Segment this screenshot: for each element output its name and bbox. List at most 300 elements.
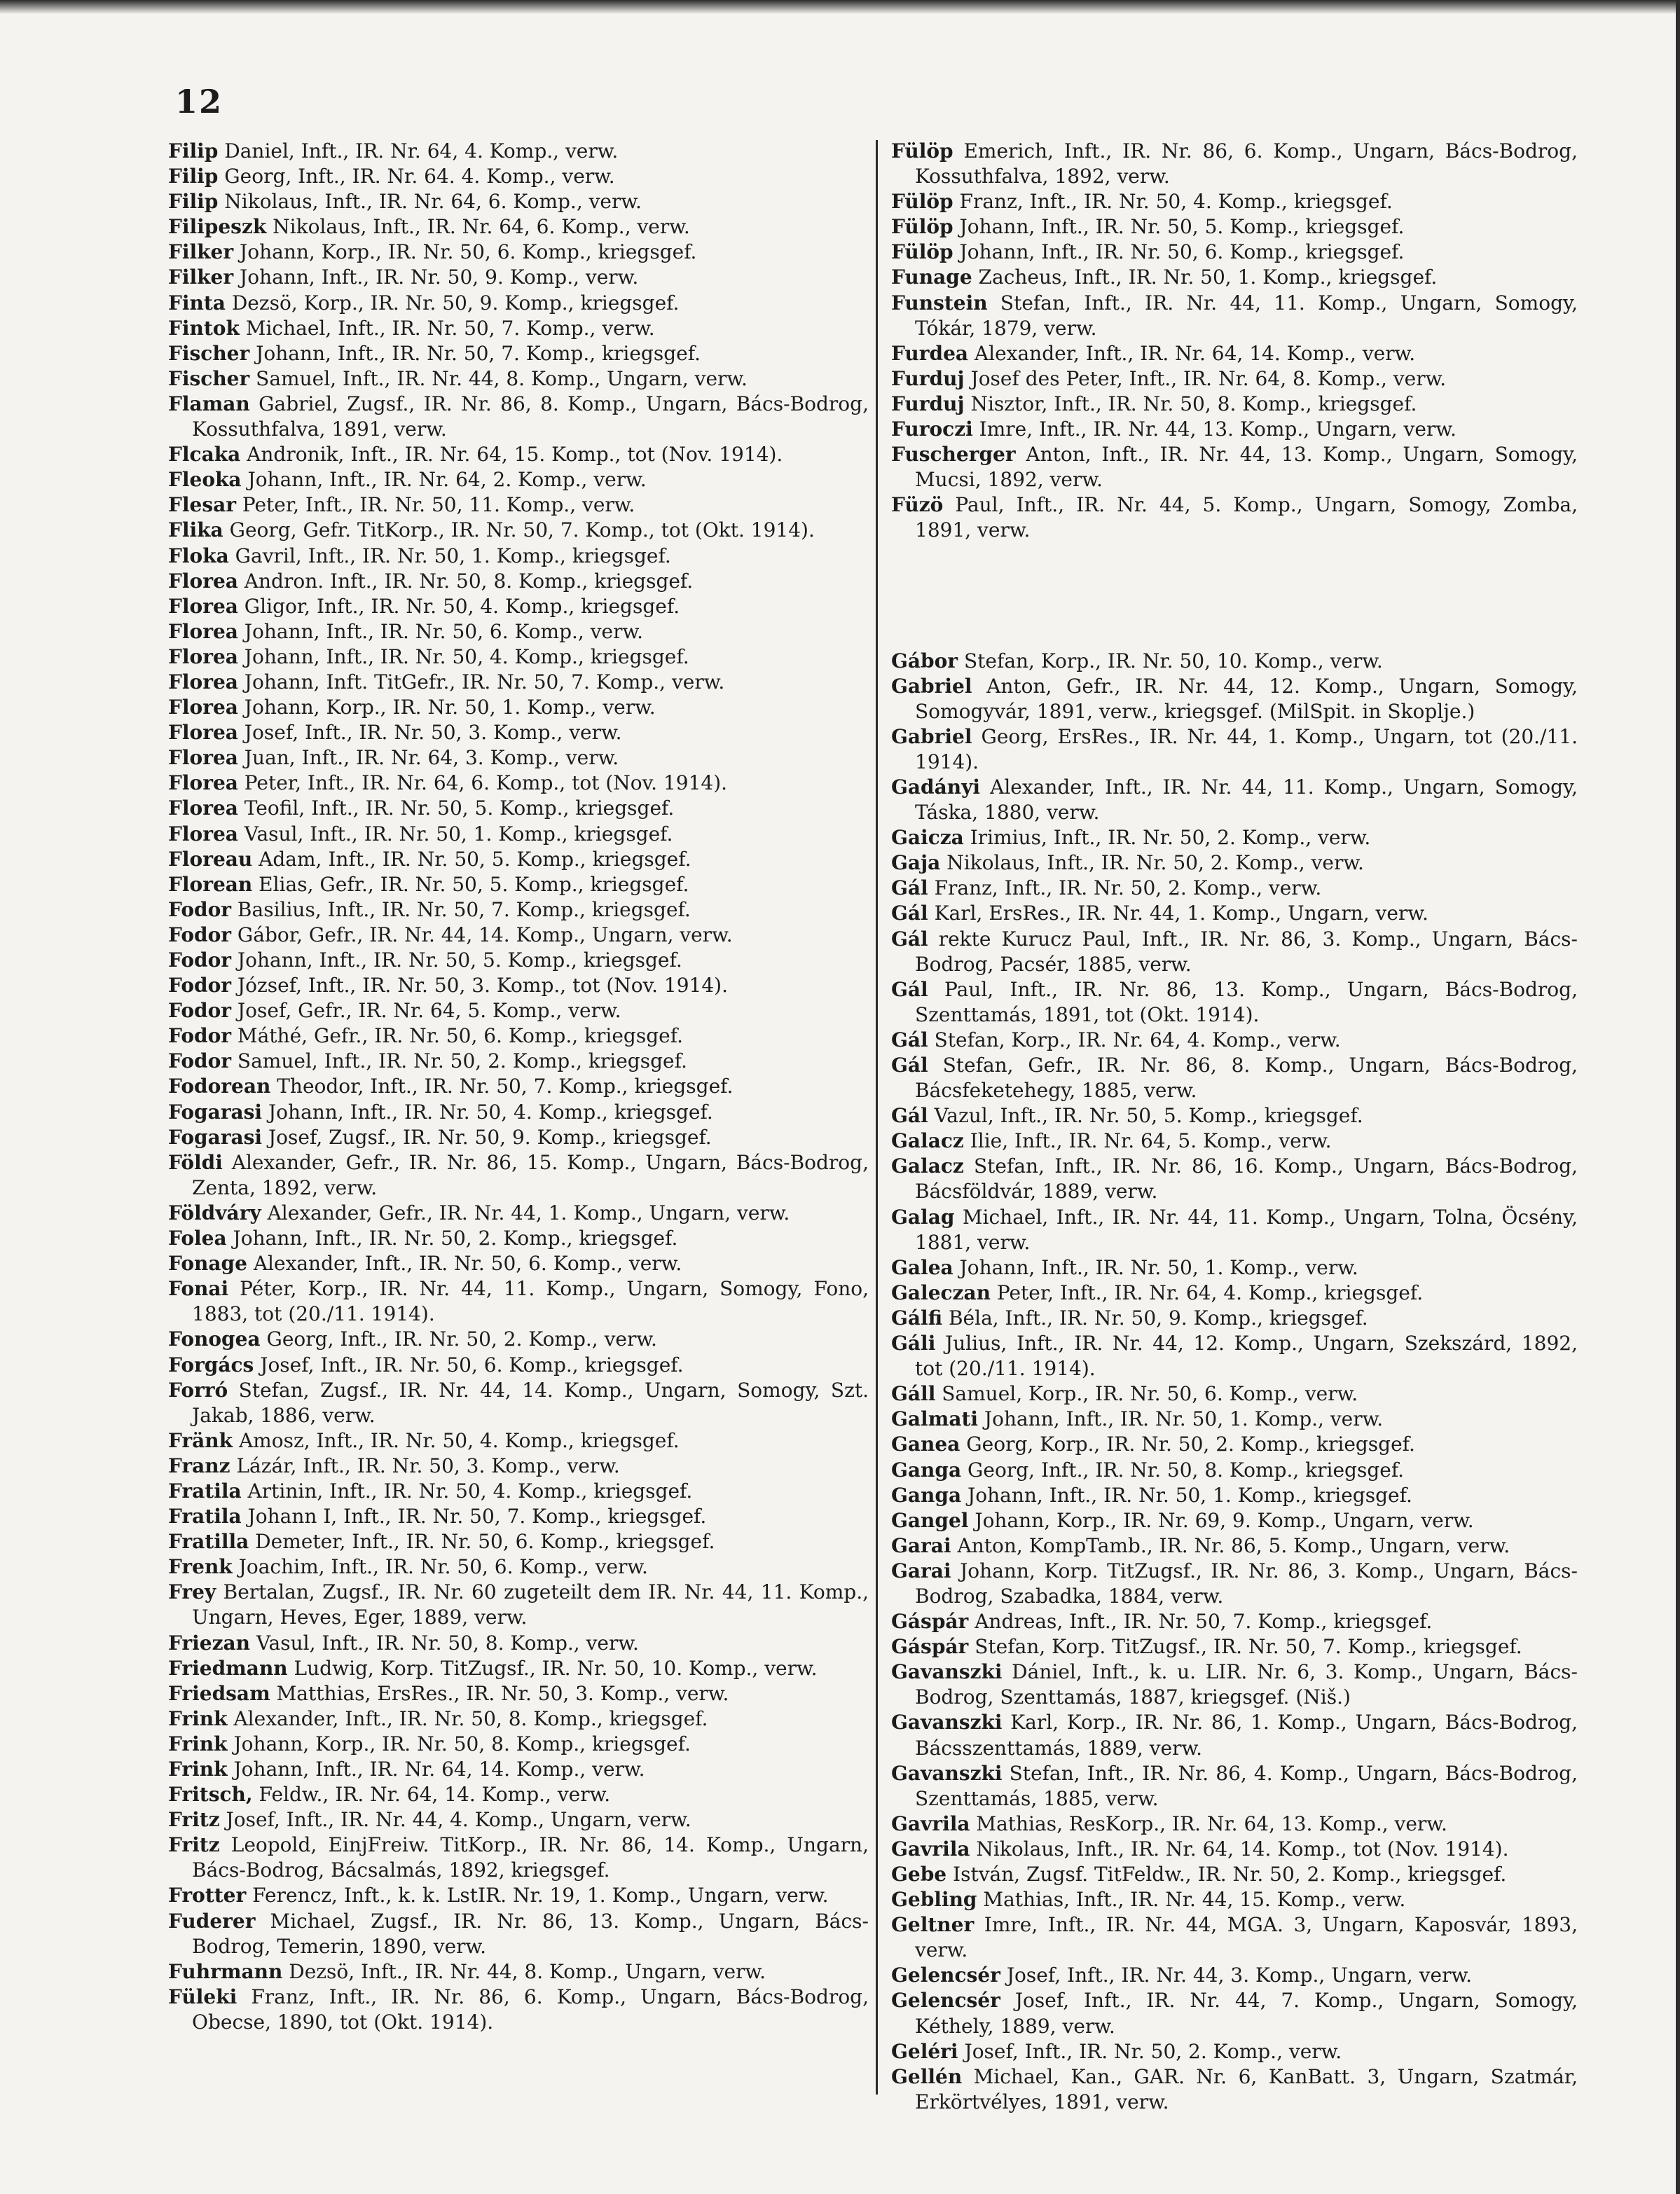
entry-surname: Ganga <box>891 1458 962 1482</box>
entry-details: Franz, Inft., IR. Nr. 50, 4. Komp., kriegsgef. <box>953 190 1393 214</box>
entry-details: Johann, Inft., IR. Nr. 50, 1. Komp., verw. <box>978 1407 1384 1431</box>
entry <box>168 670 869 695</box>
entry <box>168 1631 869 1656</box>
entry-surname: Florea <box>168 796 238 820</box>
entry-details: Nikolaus, Inft., IR. Nr. 64, 6. Komp., verw. <box>218 190 642 214</box>
entry <box>891 1963 1578 1988</box>
entry <box>168 1706 869 1732</box>
entry-details: Michael, Inft., IR. Nr. 50, 7. Komp., verw. <box>239 316 655 340</box>
entry-surname: Gelencsér <box>891 1989 1000 2013</box>
entry-details: Nikolaus, Inft., IR. Nr. 64, 14. Komp., tot (Nov. 1914). <box>970 1837 1509 1861</box>
entry-surname: Fogarasi <box>168 1100 263 1124</box>
entry <box>891 1559 1578 1609</box>
entry-surname: Furoczi <box>891 418 973 441</box>
entry-details: Anton, Gefr., IR. Nr. 44, 12. Komp., Ungarn, Somogy, Somogyvár, 1891, verw., kriegsgef. (MilSpit. in Skoplje.) <box>915 674 1578 723</box>
entry-surname: Fischer <box>168 341 250 365</box>
entry <box>891 1812 1578 1837</box>
entry <box>168 164 869 189</box>
entry-surname: Fratila <box>168 1505 242 1529</box>
entry-surname: Florea <box>168 822 238 846</box>
entry-details: Lázár, Inft., IR. Nr. 50, 3. Komp., verw. <box>230 1454 620 1477</box>
entry-details: Josef, Inft., IR. Nr. 50, 3. Komp., verw. <box>237 721 622 745</box>
entry-surname: Furduj <box>891 392 965 415</box>
entry <box>168 1023 869 1049</box>
entry-details: Irimius, Inft., IR. Nr. 50, 2. Komp., verw. <box>963 826 1371 850</box>
entry-surname: Gáspár <box>891 1610 969 1634</box>
entry-surname: Fritz <box>168 1808 220 1832</box>
entry-surname: Furdea <box>891 341 969 365</box>
entry <box>891 442 1578 492</box>
entry <box>168 518 869 543</box>
entry-surname: Fonai <box>168 1277 229 1301</box>
entry <box>891 240 1578 265</box>
entry <box>891 1761 1578 1812</box>
entry <box>891 977 1578 1028</box>
entry-details: Johann, Korp., IR. Nr. 69, 9. Komp., Ungarn, verw. <box>968 1508 1474 1532</box>
entry-details: Emerich, Inft., IR. Nr. 86, 6. Komp., Ungarn, Bács-Bodrog, Kossuthfalva, 1892, verw. <box>915 139 1578 188</box>
entry <box>168 1125 869 1150</box>
entry-surname: Galea <box>891 1255 953 1279</box>
entry-details: Karl, Korp., IR. Nr. 86, 1. Komp., Ungarn, Bács-Bodrog, Bácsszenttamás, 1889, verw. <box>915 1711 1578 1760</box>
entry-surname: Funage <box>891 265 972 289</box>
entry-details: Andreas, Inft., IR. Nr. 50, 7. Komp., kriegsgef. <box>968 1610 1433 1634</box>
entry-details: Michael, Inft., IR. Nr. 44, 11. Komp., Ungarn, Tolna, Öcsény, 1881, verw. <box>915 1205 1578 1254</box>
entry-details: Stefan, Korp. TitZugsf., IR. Nr. 50, 7. Komp., kriegsgef. <box>968 1635 1522 1659</box>
entry <box>891 265 1578 290</box>
left-column <box>168 139 869 2035</box>
entry <box>168 897 869 923</box>
entry <box>168 1276 869 1327</box>
entry <box>168 291 869 316</box>
entry <box>168 265 869 290</box>
entry-surname: Gaja <box>891 851 941 875</box>
page-right-edge <box>1676 0 1680 2194</box>
entry <box>168 139 869 164</box>
right-column-g-section <box>891 649 1578 2115</box>
entry <box>891 1129 1578 1154</box>
entry-surname: Fodor <box>168 999 232 1023</box>
entry-details: Johann, Inft., IR. Nr. 50, 5. Komp., kriegsgef. <box>231 948 682 972</box>
entry-surname: Friedmann <box>168 1656 288 1680</box>
entry <box>168 1909 869 1959</box>
entry-surname: Gavanszki <box>891 1711 1003 1734</box>
entry <box>891 674 1578 724</box>
entry-surname: Folea <box>168 1227 227 1250</box>
entry-details: Samuel, Inft., IR. Nr. 44, 8. Komp., Ungarn, verw. <box>249 366 748 390</box>
right-column <box>891 139 1578 2115</box>
entry-surname: Fintok <box>168 316 240 340</box>
entry-details: Johann, Inft., IR. Nr. 50, 1. Komp., kriegsgef. <box>961 1483 1412 1507</box>
entry-details: Matthias, ErsRes., IR. Nr. 50, 3. Komp., verw. <box>270 1681 729 1705</box>
entry-details: Daniel, Inft., IR. Nr. 64, 4. Komp., verw. <box>218 139 619 163</box>
entry-surname: Flaman <box>168 392 250 415</box>
entry-surname: Fülöp <box>891 215 953 239</box>
entry-surname: Füzö <box>891 493 944 517</box>
entry <box>891 189 1578 214</box>
entry <box>168 644 869 670</box>
entry-details: Teofil, Inft., IR. Nr. 50, 5. Komp., kriegsgef. <box>237 796 675 820</box>
entry-details: Stefan, Inft., IR. Nr. 44, 11. Komp., Ungarn, Somogy, Tókár, 1879, verw. <box>915 291 1578 340</box>
entry <box>168 619 869 644</box>
entry-details: Gabriel, Zugsf., IR. Nr. 86, 8. Komp., Ungarn, Bács-Bodrog, Kossuthfalva, 1891, verw. <box>192 392 869 441</box>
entry-surname: Gebling <box>891 1888 977 1912</box>
entry-surname: Fonogea <box>168 1327 261 1351</box>
entry-surname: Fodor <box>168 923 232 946</box>
entry-surname: Filker <box>168 240 234 264</box>
entry-surname: Fuderer <box>168 1909 256 1933</box>
entry-surname: Gellén <box>891 2064 963 2088</box>
entry-details: Johann, Inft., IR. Nr. 50, 9. Komp., verw. <box>233 265 639 289</box>
entry-details: Julius, Inft., IR. Nr. 44, 12. Komp., Ungarn, Szekszárd, 1892, tot (20./11. 1914). <box>915 1332 1578 1381</box>
entry <box>168 1100 869 1125</box>
entry-details: Vasul, Inft., IR. Nr. 50, 1. Komp., kriegsgef. <box>237 822 673 846</box>
entry-details: Stefan, Gefr., IR. Nr. 86, 8. Komp., Ungarn, Bács-Bodrog, Bácsfeketehegy, 1885, verw. <box>915 1054 1578 1103</box>
entry <box>891 1154 1578 1204</box>
entry-surname: Florea <box>168 594 238 618</box>
entry-details: Johann, Inft., IR. Nr. 50, 4. Komp., kriegsgef. <box>237 644 689 668</box>
entry-surname: Gavanszki <box>891 1660 1003 1684</box>
entry-surname: Galacz <box>891 1129 964 1153</box>
entry-details: Demeter, Inft., IR. Nr. 50, 6. Komp., kriegsgef. <box>249 1530 715 1554</box>
entry <box>168 1226 869 1251</box>
entry-details: Johann, Korp. TitZugsf., IR. Nr. 86, 3. Komp., Ungarn, Bács-Bodrog, Szabadka, 1884, verw. <box>915 1559 1578 1608</box>
entry-details: Alexander, Inft., IR. Nr. 44, 11. Komp., Ungarn, Somogy, Táska, 1880, verw. <box>915 775 1578 825</box>
entry-surname: Forgács <box>168 1353 254 1377</box>
entry-surname: Filker <box>168 265 234 289</box>
entry-details: Franz, Inft., IR. Nr. 50, 2. Komp., verw. <box>928 876 1322 900</box>
entry-surname: Fritsch, <box>168 1783 253 1807</box>
entry <box>891 850 1578 876</box>
entry-surname: Fogarasi <box>168 1125 263 1149</box>
entry <box>168 1378 869 1428</box>
entry <box>168 1959 869 1985</box>
entry <box>168 720 869 745</box>
entry-surname: Gebe <box>891 1863 947 1886</box>
entry-details: Feldw., IR. Nr. 64, 14. Komp., verw. <box>252 1783 611 1807</box>
entry-details: Juan, Inft., IR. Nr. 64, 3. Komp., verw. <box>237 746 619 770</box>
entry-surname: Frink <box>168 1706 228 1730</box>
entry <box>168 771 869 796</box>
entry-surname: Frink <box>168 1758 228 1781</box>
entry-surname: Fodor <box>168 974 232 998</box>
entry-details: Nisztor, Inft., IR. Nr. 50, 8. Komp., kriegsgef. <box>964 392 1417 415</box>
entry-surname: Florean <box>168 872 253 896</box>
entry <box>891 1483 1578 1508</box>
entry-surname: Gál <box>891 876 928 900</box>
entry-surname: Friezan <box>168 1631 250 1655</box>
entry-details: Michael, Kan., GAR. Nr. 6, KanBatt. 3, Ungarn, Szatmár, Erkörtvélyes, 1891, verw. <box>915 2064 1578 2113</box>
entry-details: József, Inft., IR. Nr. 50, 3. Komp., tot (Nov. 1914). <box>231 974 728 998</box>
entry-details: Dezsö, Korp., IR. Nr. 50, 9. Komp., kriegsgef. <box>225 291 680 315</box>
entry <box>168 1656 869 1681</box>
entry-details: Zacheus, Inft., IR. Nr. 50, 1. Komp., kriegsgef. <box>972 265 1438 289</box>
entry <box>168 1529 869 1554</box>
entry-details: Georg, Inft., IR. Nr. 50, 2. Komp., verw. <box>260 1327 657 1351</box>
entry-details: Joachim, Inft., IR. Nr. 50, 6. Komp., verw. <box>232 1555 648 1579</box>
entry-surname: Ganea <box>891 1433 961 1456</box>
entry <box>168 847 869 872</box>
entry-surname: Gadányi <box>891 775 981 799</box>
entry-details: Johann, Inft., IR. Nr. 50, 4. Komp., kriegsgef. <box>262 1100 713 1124</box>
entry-details: Vasul, Inft., IR. Nr. 50, 8. Komp., verw. <box>250 1631 639 1655</box>
entry-details: Josef, Inft., IR. Nr. 50, 6. Komp., kriegsgef. <box>254 1353 684 1377</box>
entry <box>891 2039 1578 2064</box>
entry <box>168 998 869 1023</box>
entry <box>168 1327 869 1352</box>
entry-surname: Fülöp <box>891 190 953 214</box>
entry <box>168 1757 869 1782</box>
entry <box>168 1833 869 1883</box>
entry <box>891 1205 1578 1255</box>
entry <box>891 1862 1578 1887</box>
entry-details: Johann, Inft., IR. Nr. 50, 7. Komp., kriegsgef. <box>249 341 701 365</box>
entry-surname: Gangel <box>891 1508 969 1532</box>
entry-details: Imre, Inft., IR. Nr. 44, MGA. 3, Ungarn, Kaposvár, 1893, verw. <box>915 1913 1578 1962</box>
entry-details: Gligor, Inft., IR. Nr. 50, 4. Komp., kriegsgef. <box>237 594 680 618</box>
entry <box>168 1251 869 1276</box>
entry-surname: Galacz <box>891 1154 964 1178</box>
entry-surname: Földi <box>168 1150 223 1174</box>
entry-surname: Fülöp <box>891 240 953 264</box>
entry <box>168 1504 869 1529</box>
entry <box>891 1255 1578 1281</box>
entry-surname: Frenk <box>168 1555 233 1579</box>
entry <box>891 417 1578 442</box>
entry-details: Alexander, Inft., IR. Nr. 50, 8. Komp., kriegsgef. <box>227 1706 708 1730</box>
entry-details: Josef, Inft., IR. Nr. 50, 2. Komp., verw. <box>958 2039 1342 2063</box>
entry-details: Stefan, Korp., IR. Nr. 50, 10. Komp., verw. <box>958 649 1383 672</box>
entry-surname: Fodor <box>168 948 232 972</box>
entry-details: Bertalan, Zugsf., IR. Nr. 60 zugeteilt dem IR. Nr. 44, 11. Komp., Ungarn, Heves, Eger, 1889, verw. <box>192 1580 869 1629</box>
entry <box>168 240 869 265</box>
entry-surname: Gál <box>891 1054 928 1077</box>
entry-details: Mathias, ResKorp., IR. Nr. 64, 13. Komp., verw. <box>970 1812 1447 1835</box>
entry-surname: Filip <box>168 139 219 163</box>
entry <box>168 1454 869 1479</box>
entry <box>891 775 1578 825</box>
entry-details: Josef, Gefr., IR. Nr. 64, 5. Komp., verw. <box>231 999 621 1023</box>
entry-details: Dániel, Inft., k. u. LIR. Nr. 6, 3. Komp., Ungarn, Bács-Bodrog, Szenttamás, 1887, kriegsgef. (Niš.) <box>915 1660 1578 1709</box>
entry <box>168 392 869 442</box>
entry-details: Johann, Inft., IR. Nr. 50, 6. Komp., verw. <box>237 619 644 643</box>
entry-details: Alexander, Inft., IR. Nr. 50, 6. Komp., verw. <box>247 1252 682 1276</box>
entry <box>168 822 869 847</box>
entry-details: Ludwig, Korp. TitZugsf., IR. Nr. 50, 10. Komp., verw. <box>287 1656 818 1680</box>
entry-surname: Gaicza <box>891 826 964 850</box>
entry-details: Péter, Korp., IR. Nr. 44, 11. Komp., Ungarn, Somogy, Fono, 1883, tot (20./11. 1914). <box>192 1277 869 1326</box>
entry <box>891 1609 1578 1634</box>
entry <box>891 825 1578 850</box>
entry <box>891 2064 1578 2115</box>
entry <box>168 492 869 518</box>
entry-details: Béla, Inft., IR. Nr. 50, 9. Komp., kriegsgef. <box>942 1306 1368 1330</box>
entry-details: Ilie, Inft., IR. Nr. 64, 5. Komp., verw. <box>963 1129 1332 1153</box>
entry-details: Peter, Inft., IR. Nr. 64, 6. Komp., tot (Nov. 1914). <box>237 771 728 795</box>
entry-details: Nikolaus, Inft., IR. Nr. 64, 6. Komp., verw. <box>266 215 690 239</box>
entry-details: Michael, Zugsf., IR. Nr. 86, 13. Komp., Ungarn, Bács-Bodrog, Temerin, 1890, verw. <box>192 1909 869 1958</box>
entry-details: Georg, Gefr. TitKorp., IR. Nr. 50, 7. Komp., tot (Okt. 1914). <box>223 518 815 542</box>
entry <box>168 1479 869 1504</box>
entry-surname: Furduj <box>891 366 965 390</box>
right-column-f-section <box>891 139 1578 544</box>
entry <box>168 1807 869 1833</box>
entry <box>168 1681 869 1706</box>
entry <box>168 467 869 492</box>
entry-details: Josef, Zugsf., IR. Nr. 50, 9. Komp., kriegsgef. <box>262 1125 712 1149</box>
entry-details: Alexander, Inft., IR. Nr. 64, 14. Komp., verw. <box>968 341 1416 365</box>
entry-surname: Gabriel <box>891 724 972 748</box>
entry-surname: Frey <box>168 1580 216 1604</box>
entry-details: Theodor, Inft., IR. Nr. 50, 7. Komp., kriegsgef. <box>270 1075 734 1098</box>
entry-surname: Fratilla <box>168 1530 249 1554</box>
entry <box>168 745 869 771</box>
entry-details: Johann, Inft., IR. Nr. 50, 1. Komp., verw. <box>953 1255 1358 1279</box>
entry <box>168 695 869 720</box>
entry-surname: Floreau <box>168 847 253 871</box>
entry <box>168 1201 869 1226</box>
entry-surname: Floka <box>168 544 229 567</box>
entry-details: Georg, ErsRes., IR. Nr. 44, 1. Komp., Ungarn, tot (20./11. 1914). <box>915 724 1578 773</box>
entry <box>168 1150 869 1201</box>
entry-surname: Filip <box>168 190 219 214</box>
page-top-edge <box>0 0 1680 14</box>
entry-details: Franz, Inft., IR. Nr. 86, 6. Komp., Ungarn, Bács-Bodrog, Obecse, 1890, tot (Okt. 1914). <box>192 1985 869 2034</box>
entry-details: Máthé, Gefr., IR. Nr. 50, 6. Komp., kriegsgef. <box>231 1024 683 1048</box>
entry <box>168 316 869 341</box>
entry-surname: Fonage <box>168 1252 247 1276</box>
entry <box>891 1634 1578 1660</box>
entry-details: Stefan, Inft., IR. Nr. 86, 16. Komp., Ungarn, Bács-Bodrog, Bácsföldvár, 1889, verw. <box>915 1154 1578 1203</box>
entry-surname: Gál <box>891 1104 928 1128</box>
entry-surname: Flika <box>168 518 223 542</box>
entry <box>168 544 869 569</box>
entry-surname: Gálfi <box>891 1306 943 1330</box>
entry <box>891 1508 1578 1533</box>
entry-details: Amosz, Inft., IR. Nr. 50, 4. Komp., kriegsgef. <box>233 1428 680 1452</box>
section-gap <box>891 544 1578 649</box>
entry <box>891 876 1578 901</box>
entry <box>891 1103 1578 1129</box>
entry-details: Peter, Inft., IR. Nr. 64, 4. Komp., kriegsgef. <box>990 1281 1424 1304</box>
entry-surname: Gábor <box>891 649 958 672</box>
entry-surname: Gavrila <box>891 1837 970 1861</box>
entry-details: Alexander, Gefr., IR. Nr. 44, 1. Komp., Ungarn, verw. <box>261 1201 790 1224</box>
entry-surname: Geltner <box>891 1913 975 1937</box>
entry <box>168 973 869 998</box>
entry-details: Karl, ErsRes., IR. Nr. 44, 1. Komp., Ungarn, verw. <box>928 902 1428 925</box>
entry <box>168 214 869 240</box>
entry <box>891 1281 1578 1306</box>
entry-surname: Friedsam <box>168 1681 270 1705</box>
entry <box>891 927 1578 977</box>
entry-surname: Geléri <box>891 2039 958 2063</box>
entry <box>168 1554 869 1580</box>
entry-surname: Florea <box>168 670 238 694</box>
entry <box>168 948 869 973</box>
entry-surname: Filipeszk <box>168 215 267 239</box>
entry <box>891 492 1578 543</box>
entry-details: Adam, Inft., IR. Nr. 50, 5. Komp., kriegsgef. <box>252 847 691 871</box>
entry-surname: Fischer <box>168 366 250 390</box>
entry <box>891 724 1578 775</box>
entry <box>891 1331 1578 1381</box>
entry-surname: Fratila <box>168 1479 242 1503</box>
entry <box>891 341 1578 366</box>
entry <box>168 1580 869 1630</box>
entry-details: Mathias, Inft., IR. Nr. 44, 15. Komp., verw. <box>977 1888 1406 1912</box>
entry-details: Vazul, Inft., IR. Nr. 50, 5. Komp., kriegsgef. <box>928 1104 1363 1128</box>
entry-surname: Frotter <box>168 1884 247 1907</box>
entry-details: Johann, Inft., IR. Nr. 50, 5. Komp., kriegsgef. <box>953 215 1405 239</box>
entry-surname: Garai <box>891 1559 951 1582</box>
entry-details: Dezsö, Inft., IR. Nr. 44, 8. Komp., Ungarn, verw. <box>282 1959 766 1983</box>
entry <box>891 1710 1578 1760</box>
entry-details: Johann, Korp., IR. Nr. 50, 1. Komp., verw. <box>237 696 656 719</box>
entry <box>891 392 1578 417</box>
entry-surname: Galmati <box>891 1407 979 1431</box>
entry-details: Samuel, Korp., IR. Nr. 50, 6. Komp., verw. <box>935 1382 1358 1406</box>
entry-details: Johann, Inft., IR. Nr. 50, 2. Komp., kriegsgef. <box>226 1227 678 1250</box>
entry <box>168 1883 869 1908</box>
entry-surname: Ganga <box>891 1483 962 1507</box>
entry-surname: Gál <box>891 902 928 925</box>
entry <box>168 1428 869 1454</box>
entry <box>891 901 1578 926</box>
entry-surname: Gelencsér <box>891 1964 1000 1987</box>
entry <box>891 1407 1578 1432</box>
entry-surname: Florea <box>168 746 238 770</box>
page-number: 12 <box>175 83 223 120</box>
entry-surname: Galeczan <box>891 1281 991 1304</box>
entry <box>168 594 869 619</box>
entry <box>168 366 869 392</box>
entry-surname: Gál <box>891 977 928 1001</box>
entry-details: Paul, Inft., IR. Nr. 86, 13. Komp., Ungarn, Bács-Bodrog, Szenttamás, 1891, tot (Okt. 1914). <box>915 977 1578 1026</box>
entry-details: Stefan, Korp., IR. Nr. 64, 4. Komp., verw. <box>928 1028 1341 1051</box>
entry-details: Nikolaus, Inft., IR. Nr. 50, 2. Komp., verw. <box>940 851 1364 875</box>
entry-surname: Fuscherger <box>891 443 1016 467</box>
entry-surname: Füleki <box>168 1985 237 2008</box>
entry-surname: Florea <box>168 696 238 719</box>
entry-surname: Finta <box>168 291 226 315</box>
entry-details: Josef, Inft., IR. Nr. 44, 4. Komp., Ungarn, verw. <box>219 1808 691 1832</box>
entry-surname: Fülöp <box>891 139 953 163</box>
entry-surname: Gál <box>891 1028 928 1051</box>
entry <box>891 1533 1578 1559</box>
entry-surname: Florea <box>168 721 238 745</box>
entry-surname: Gáli <box>891 1332 936 1355</box>
entry <box>891 1381 1578 1407</box>
entry-surname: Florea <box>168 771 238 795</box>
entry-surname: Gál <box>891 927 928 951</box>
entry <box>891 649 1578 674</box>
entry-details: Johann, Korp., IR. Nr. 50, 8. Komp., kriegsgef. <box>227 1732 691 1755</box>
entry-details: Georg, Korp., IR. Nr. 50, 2. Komp., kriegsgef. <box>960 1433 1415 1456</box>
entry-surname: Fodor <box>168 1024 232 1048</box>
entry-details: Gavril, Inft., IR. Nr. 50, 1. Komp., kriegsgef. <box>228 544 671 567</box>
entry <box>891 1458 1578 1483</box>
entry-surname: Garai <box>891 1533 951 1557</box>
entry-surname: Fleoka <box>168 468 242 492</box>
entry-surname: Frink <box>168 1732 228 1755</box>
entry-details: István, Zugsf. TitFeldw., IR. Nr. 50, 2. Komp., kriegsgef. <box>946 1863 1507 1886</box>
entry-details: Gábor, Gefr., IR. Nr. 44, 14. Komp., Ungarn, verw. <box>231 923 733 946</box>
entry-details: Anton, KompTamb., IR. Nr. 86, 5. Komp., Ungarn, verw. <box>951 1533 1510 1557</box>
entry-details: Stefan, Zugsf., IR. Nr. 44, 14. Komp., Ungarn, Somogy, Szt. Jakab, 1886, verw. <box>192 1378 869 1427</box>
entry-details: Stefan, Inft., IR. Nr. 86, 4. Komp., Ungarn, Bács-Bodrog, Szenttamás, 1885, verw. <box>915 1761 1578 1810</box>
entry-details: Georg, Inft., IR. Nr. 64. 4. Komp., verw. <box>218 165 615 188</box>
entry-details: Leopold, EinjFreiw. TitKorp., IR. Nr. 86, 14. Komp., Ungarn, Bács-Bodrog, Bácsalmás, 1892, kriegsgef. <box>192 1833 869 1882</box>
